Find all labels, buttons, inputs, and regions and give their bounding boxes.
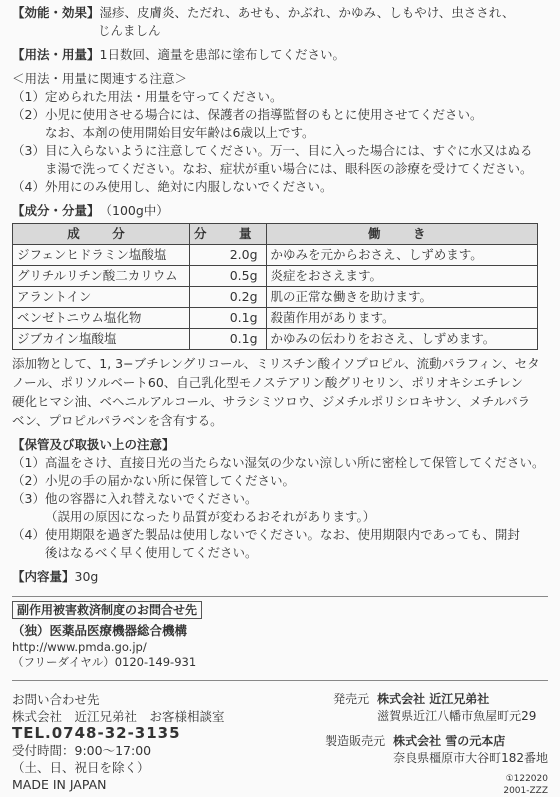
maker-name: 株式会社 雪の元本店	[393, 734, 506, 748]
list-item	[12, 490, 548, 508]
table-row	[13, 245, 538, 266]
seller-name: 株式会社 近江兄弟社	[377, 692, 490, 706]
amount-cell: 0.5g	[190, 266, 267, 287]
list-item	[12, 124, 548, 142]
table-row	[13, 308, 538, 329]
company-block	[321, 691, 548, 797]
maker-row	[321, 733, 548, 750]
content-row	[12, 568, 548, 586]
item-text: （誤用の原因になったり品質が変わるおそれがあります。）	[45, 509, 376, 524]
relief-box: 副作用被害救済制度のお問合せ先	[12, 601, 202, 619]
header-function: 働 き	[266, 224, 537, 245]
divider-1	[12, 596, 548, 597]
contact-title: お問い合わせ先	[12, 692, 100, 707]
item-text: 定められた用法・用量を守ってください。	[45, 89, 283, 104]
precautions-list	[12, 88, 548, 196]
amount-cell: 2.0g	[190, 245, 267, 266]
function-cell: かゆみの伝わりをおさえ、しずめます。	[266, 329, 537, 350]
precautions-title: ＜用法・用量に関連する注意＞	[12, 71, 188, 86]
precautions-section	[12, 70, 548, 196]
item-text: ま湯で洗ってください。なお、症状が重い場合には、眼科医の診療を受けてください。	[45, 161, 533, 176]
item-text: 小児の手の届かない所に保管してください。	[45, 473, 296, 488]
item-text: 使用期限を過ぎた製品は使用しないでください。なお、使用期限内であっても、開封	[45, 527, 520, 542]
amount-cell: 0.1g	[190, 308, 267, 329]
list-item	[12, 142, 548, 160]
function-cell: かゆみを元からおさえ、しずめます。	[266, 245, 537, 266]
item-text: なお、本剤の使用開始目安年齢は6歳以上です。	[45, 125, 315, 140]
list-item	[12, 88, 548, 106]
item-text: 目に入らないように注意してください。万一、目に入った場合には、すぐに水又はぬる	[45, 143, 533, 158]
usage-text: 1日数回、適量を患部に塗布してください。	[99, 47, 345, 62]
contact-company: 株式会社 近江兄弟社 お客様相談室	[12, 709, 225, 724]
made-in-japan: MADE IN JAPAN	[12, 777, 107, 792]
item-number: （4）	[12, 179, 45, 194]
additives-line: 添加物として、1, 3−ブチレングリコール、ミリスチン酸イソプロピル、流動パラフィン、セタ	[12, 356, 540, 371]
effects-label: 【効能・効果】	[12, 5, 100, 20]
table-row	[13, 287, 538, 308]
item-number: （3）	[12, 491, 45, 506]
amount-cell: 0.2g	[190, 287, 267, 308]
item-number	[12, 160, 45, 178]
table-row	[13, 266, 538, 287]
additives-text	[12, 354, 548, 430]
usage-label: 【用法・用量】	[12, 47, 100, 62]
item-number: （1）	[12, 89, 45, 104]
relief-phone: （フリーダイヤル）0120-149-931	[12, 655, 197, 669]
function-cell: 殺菌作用があります。	[266, 308, 537, 329]
ingredient-cell: ジフェンヒドラミン塩酸塩	[13, 245, 190, 266]
item-text: 外用にのみ使用し、絶対に内服しないでください。	[45, 179, 333, 194]
maker-label: 製造販売元	[325, 734, 386, 748]
item-text: 高温をさけ、直接日光の当たらない湿気の少ない涼しい所に密栓して保管してください。	[45, 455, 545, 470]
contact-block	[12, 691, 225, 797]
contact-closed: （土、日、祝日を除く）	[12, 760, 150, 775]
effects-row-2	[12, 22, 548, 40]
code-1: ①122020	[505, 774, 548, 784]
additives-line: ベン、プロピルパラベンを含有する。	[12, 413, 223, 428]
function-cell: 炎症をおさえます。	[266, 266, 537, 287]
relief-section	[12, 601, 548, 670]
list-item	[12, 544, 548, 562]
list-item	[12, 160, 548, 178]
ingredients-header-row	[13, 224, 538, 245]
function-cell: 肌の正常な働きを助けます。	[266, 287, 537, 308]
seller-label: 発売元	[333, 692, 370, 706]
ingredients-section	[12, 202, 548, 350]
usage-row	[12, 46, 548, 64]
item-number	[12, 544, 45, 562]
list-item	[12, 454, 548, 472]
additives-line: ノール、ポリソルベート60、自己乳化型モノステアリン酸グリセリン、ポリオキシエチレン	[12, 375, 523, 390]
item-number: （1）	[12, 455, 45, 470]
ingredient-cell: アラントイン	[13, 287, 190, 308]
contact-hours: 受付時間：9:00〜17:00	[12, 743, 152, 758]
ingredient-cell: ジブカイン塩酸塩	[13, 329, 190, 350]
seller-addr: 滋賀県近江八幡市魚屋町元29	[377, 709, 537, 723]
effects-text: 湿疹、皮膚炎、ただれ、あせも、かぶれ、かゆみ、しもやけ、虫さされ、	[99, 5, 515, 20]
list-item	[12, 472, 548, 490]
package-insert	[0, 4, 560, 796]
item-number: （2）	[12, 107, 45, 122]
maker-addr: 奈良県橿原市大谷町182番地	[393, 751, 548, 765]
contact-tel: TEL.0748-32-3135	[12, 724, 181, 742]
storage-label: 【保管及び取扱い上の注意】	[12, 437, 175, 452]
storage-section	[12, 436, 548, 562]
ingredients-table	[12, 223, 538, 350]
code-2: 2001-ZZZ	[503, 786, 548, 796]
item-number: （3）	[12, 143, 45, 158]
relief-url[interactable]: http://www.pmda.go.jp/	[12, 640, 147, 654]
item-text: 小児に使用させる場合には、保護者の指導監督のもとに使用させてください。	[45, 107, 483, 122]
content-label: 【内容量】	[12, 569, 75, 584]
seller-row	[321, 691, 548, 708]
maker-addr-row	[321, 750, 548, 767]
ingredient-cell: グリチルリチン酸二カリウム	[13, 266, 190, 287]
seller-addr-row	[321, 708, 548, 725]
list-item	[12, 178, 548, 196]
additives-line: 硬化ヒマシ油、ベヘニルアルコール、サラシミツロウ、ジメチルポリシロキサン、メチルパラ	[12, 394, 531, 409]
item-text: 他の容器に入れ替えないでください。	[45, 491, 258, 506]
content-value: 30g	[74, 569, 99, 584]
item-number: （4）	[12, 527, 45, 542]
divider-2	[12, 680, 548, 681]
header-ingredient: 成 分	[13, 224, 190, 245]
table-row	[13, 329, 538, 350]
ingredients-label: 【成分・分量】	[12, 203, 100, 218]
item-text: 後はなるべく早く使用してください。	[45, 545, 258, 560]
effects-text-2: じんましん	[98, 23, 161, 38]
item-number	[12, 124, 45, 142]
header-amount: 分 量	[190, 224, 267, 245]
relief-org: （独）医薬品医療機器総合機構	[12, 623, 188, 638]
list-item	[12, 508, 548, 526]
ingredient-cell: ベンゼトニウム塩化物	[13, 308, 190, 329]
item-number	[12, 508, 45, 526]
list-item	[12, 106, 548, 124]
amount-cell: 0.1g	[190, 329, 267, 350]
effects-row	[12, 4, 548, 22]
footer	[12, 691, 548, 797]
item-number: （2）	[12, 473, 45, 488]
storage-list	[12, 454, 548, 562]
ingredients-per: （100g中）	[99, 203, 169, 218]
list-item	[12, 526, 548, 544]
